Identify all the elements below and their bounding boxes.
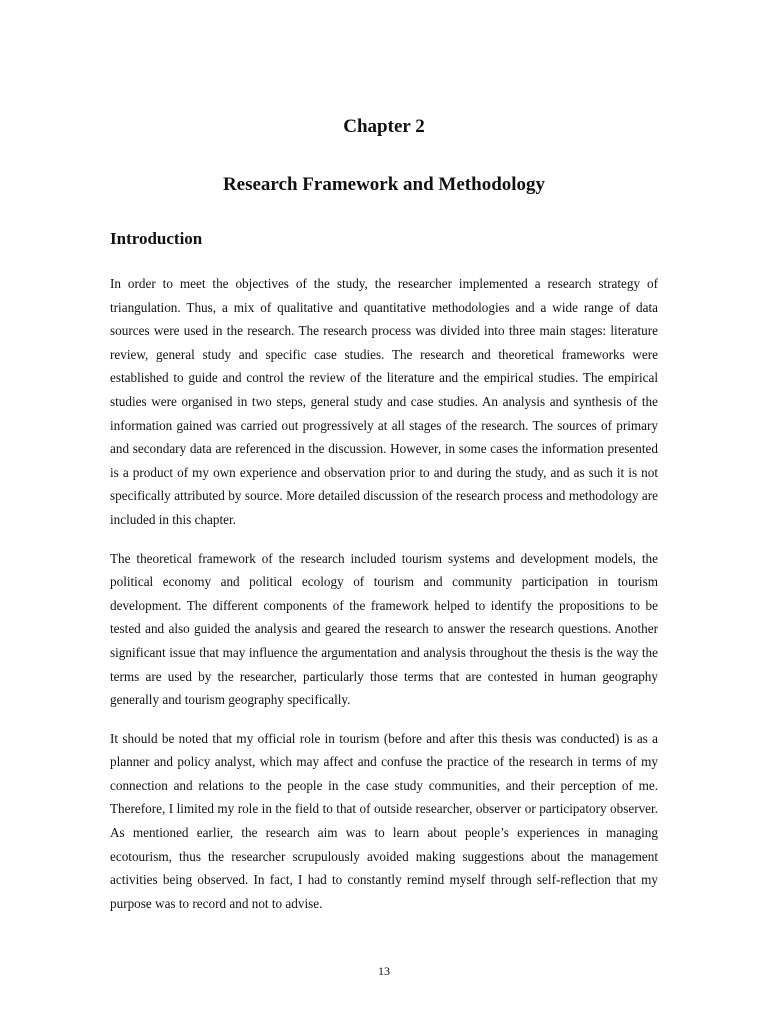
paragraph-3: It should be noted that my official role in tourism (before and after this thesis was conducted) is as a planner and policy analyst, which may affect and confuse the practice of the research in terms of my connection and relations to the people in the case study communities, and their perception of me. Therefore, I limited my role in the field to that of outside researcher, observer or participatory observer. As mentioned earlier, the research aim was to learn about people’s experiences in managing ecotourism, thus the researcher scrupulously avoided making suggestions about the management activities being observed. In fact, I had to constantly remind myself through self-reflection that my purpose was to record and not to advise. [110, 730, 658, 911]
chapter-title: Research Framework and Methodology [222, 174, 546, 195]
body-text [110, 272, 658, 930]
paragraph-2: The theoretical framework of the research included tourism systems and development models, the political economy and political ecology of tourism and community participation in tourism development. The different components of the framework helped to identify the propositions to be tested and also guided the analysis and geared the research to answer the research questions. Another significant issue that may influence the argumentation and analysis throughout the thesis is the way the terms are used by the researcher, particularly those terms that are contested in human geography generally and tourism geography specifically. [110, 550, 658, 708]
page-number: 13 [378, 964, 390, 978]
chapter-heading: Chapter 2 [343, 116, 425, 137]
introduction-heading: Introduction [110, 229, 203, 248]
paragraph-1: In order to meet the objectives of the study, the researcher implemented a research strategy of triangulation. Thus, a mix of qualitative and quantitative methodologies and a wide range of data sources were used in the research. The research process was divided into three main stages: literature review, general study and specific case studies. The research and theoretical frameworks were established to guide and control the review of the literature and the empirical studies. The empirical studies were organised in two steps, general study and case studies. An analysis and synthesis of the information gained was carried out progressively at all stages of the research. The sources of primary and secondary data are referenced in the discussion. However, in some cases the information presented is a product of my own experience and observation prior to and during the study, and as such it is not specifically attributed by source. More detailed discussion of the research process and methodology are included in this chapter. [110, 276, 658, 527]
